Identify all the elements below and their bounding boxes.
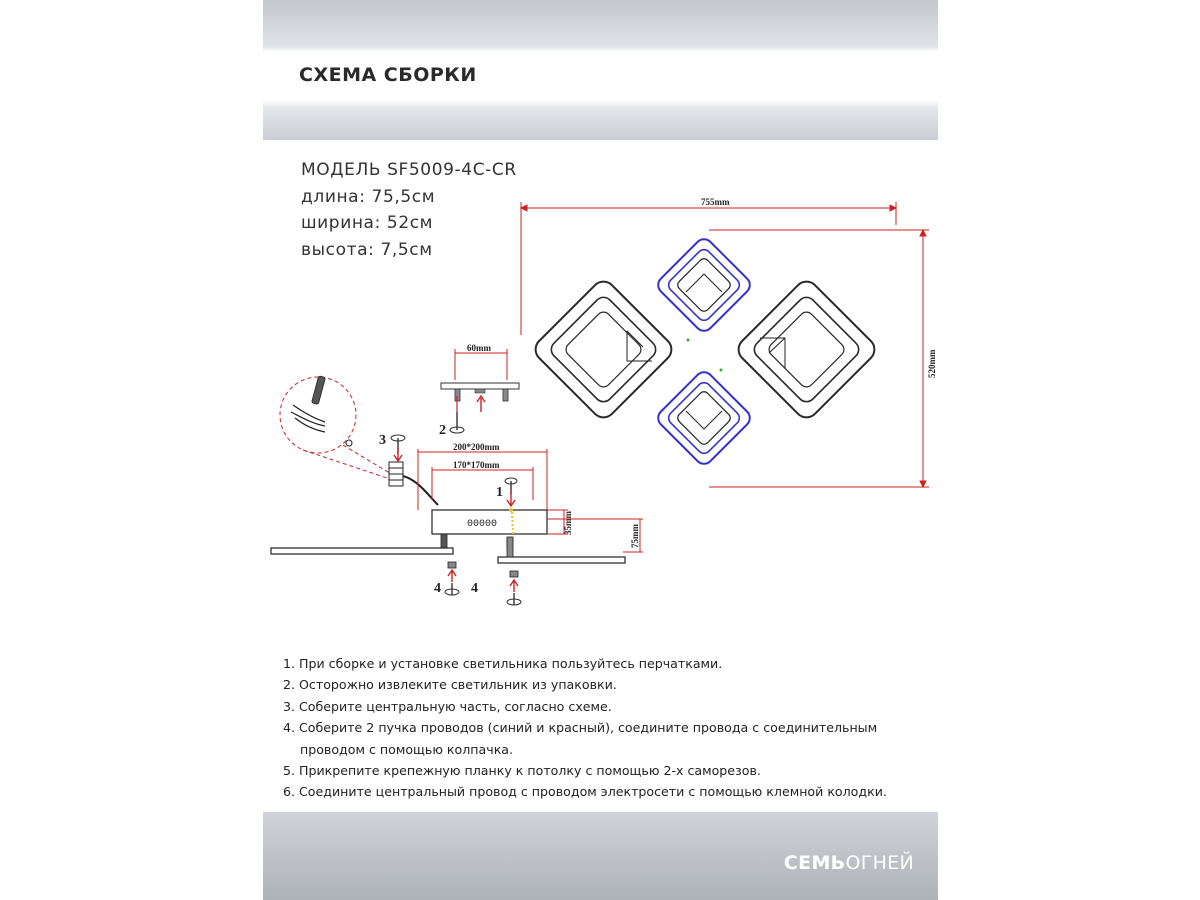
step-3-label: 3	[379, 433, 386, 448]
driver-label: 00000	[467, 519, 498, 530]
instruction-4: 4. Соберите 2 пучка проводов (синий и красный), соедините провода с соединительным	[283, 720, 878, 736]
dim-base-inner: 170*170mm	[453, 460, 500, 470]
spec-length: длина: 75,5см	[301, 186, 436, 207]
instruction-2: 2. Осторожно извлеките светильник из упаковки.	[283, 677, 617, 693]
header-band	[263, 0, 938, 140]
square-bottom	[655, 369, 754, 468]
brand-part-2: ОГНЕЙ	[845, 852, 914, 874]
lamp-top-view	[531, 236, 880, 468]
spec-height: высота: 7,5см	[301, 239, 433, 260]
spec-width: ширина: 52см	[301, 213, 434, 233]
page-title: СХЕМА СБОРКИ	[299, 64, 477, 86]
step-1-label: 1	[496, 485, 503, 500]
dim-total-depth: 75mm	[630, 524, 640, 548]
footer-band	[263, 812, 938, 900]
step-4b-label: 4	[471, 581, 478, 596]
dimension-lines	[521, 202, 929, 487]
step-4a-label: 4	[434, 581, 441, 596]
dim-base-outer: 200*200mm	[453, 442, 500, 452]
instruction-1: 1. При сборке и установке светильника пользуйтесь перчатками.	[283, 656, 723, 671]
dim-base-height: 35mm	[563, 511, 573, 535]
wire-connector-detail	[280, 376, 438, 505]
brand-logo	[784, 852, 914, 874]
brand-part-1: СЕМЬ	[783, 852, 846, 874]
central-base-detail	[271, 442, 643, 605]
dim-total-width: 755mm	[701, 197, 730, 207]
mounting-plate-detail	[439, 343, 519, 438]
step-2-label: 2	[439, 423, 446, 438]
dim-plate: 60mm	[467, 343, 491, 353]
assembly-instructions	[283, 653, 933, 803]
assembly-diagram	[263, 150, 938, 630]
instruction-6: 6. Соедините центральный провод с проводом электросети с помощью клемной колодки.	[283, 784, 887, 800]
instruction-4-continued: проводом с помощью колпачка.	[300, 741, 514, 757]
dim-total-height: 520mm	[927, 349, 937, 378]
square-right	[734, 277, 880, 423]
square-top	[655, 236, 754, 335]
instruction-5: 5. Прикрепите крепежную планку к потолку с помощью 2-х саморезов.	[283, 763, 761, 779]
instruction-3: 3. Соберите центральную часть, согласно схеме.	[283, 698, 612, 714]
spec-model: МОДЕЛЬ SF5009-4C-CR	[301, 160, 517, 180]
square-left	[531, 277, 677, 423]
assembly-sheet	[263, 0, 938, 900]
